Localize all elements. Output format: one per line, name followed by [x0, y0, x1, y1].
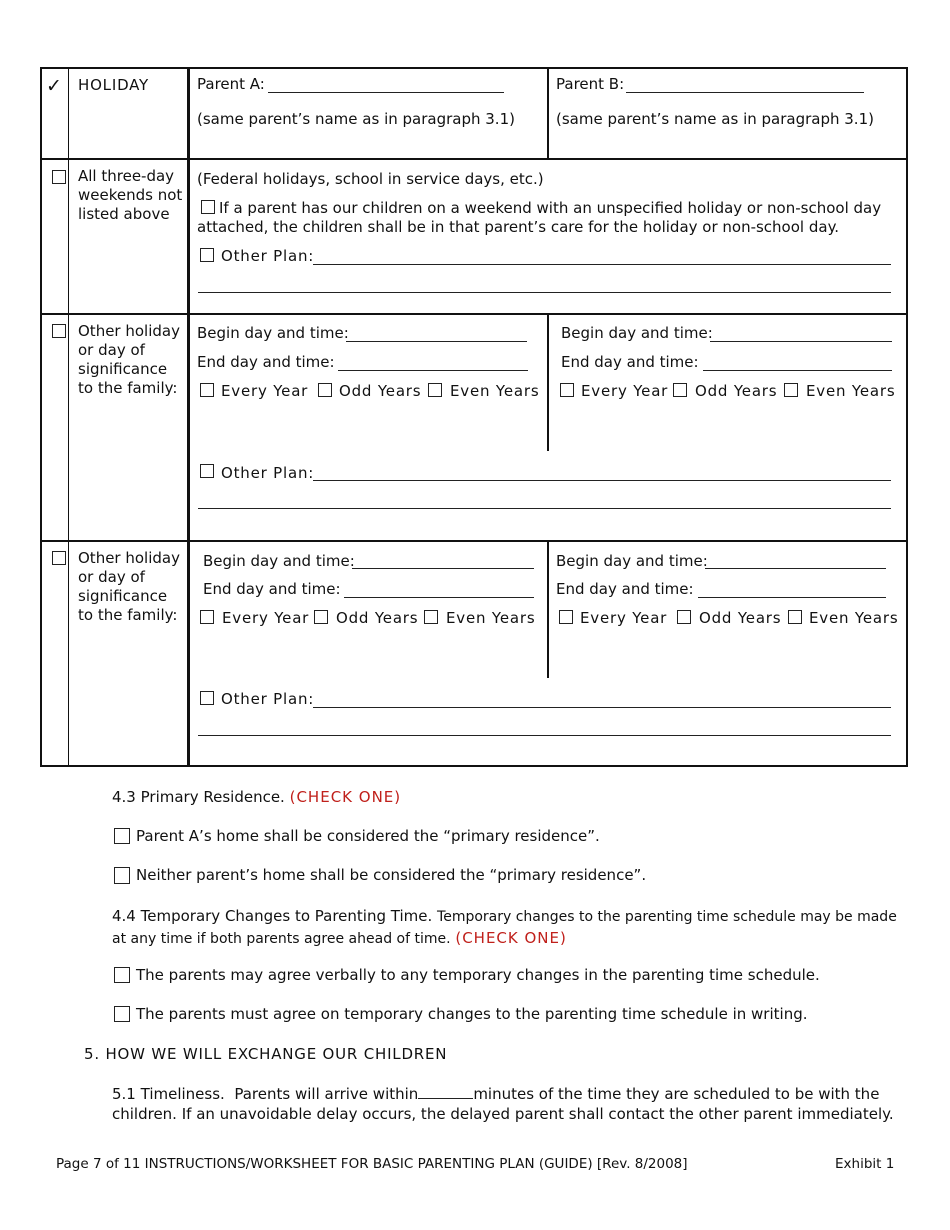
sec43-opt2-label: Neither parent’s home shall be considered the “primary residence”.: [136, 866, 647, 884]
row3-a-even-years-checkbox[interactable]: [424, 610, 438, 624]
row3-other-plan-field-2[interactable]: [198, 735, 891, 736]
row2-a-end-field[interactable]: [338, 370, 528, 371]
row3-a-odd-years-checkbox[interactable]: [314, 610, 328, 624]
table-divider: [547, 67, 549, 159]
row3-other-plan-label: Other Plan:: [221, 690, 315, 708]
row3-other-plan-field[interactable]: [313, 707, 891, 708]
row2-b-even-years-label: Even Years: [806, 382, 896, 400]
parent-a-label: Parent A:: [197, 75, 265, 93]
row3-b-even-years-checkbox[interactable]: [788, 610, 802, 624]
parent-a-name-field[interactable]: [268, 92, 504, 93]
footer-left: Page 7 of 11 INSTRUCTIONS/WORKSHEET FOR BASIC PARENTING PLAN (GUIDE) [Rev. 8/2008]: [56, 1156, 688, 1172]
row1-other-plan-field-2[interactable]: [198, 292, 891, 293]
row2-a-every-year-checkbox[interactable]: [200, 383, 214, 397]
sec44-opt1-label: The parents may agree verbally to any temporary changes in the parenting time schedule.: [136, 966, 820, 984]
row1-other-plan-label: Other Plan:: [221, 247, 315, 265]
row2-a-even-years-label: Even Years: [450, 382, 540, 400]
row2-b-begin-label: Begin day and time:: [561, 324, 713, 342]
sec5-heading: 5. HOW WE WILL EXCHANGE OUR CHILDREN: [84, 1045, 448, 1063]
row2-a-odd-years-checkbox[interactable]: [318, 383, 332, 397]
table-divider: [187, 67, 190, 767]
weekend-rule-text: If a parent has our children on a weekend with an unspecified holiday or non-school day attached, the children shall be in that parent’s care for the holiday or non-school day.: [197, 199, 882, 236]
row3-a-begin-field[interactable]: [352, 568, 534, 569]
footer-right: Exhibit 1: [835, 1156, 895, 1172]
row3-a-end-field[interactable]: [344, 597, 534, 598]
row2-a-every-year-label: Every Year: [221, 382, 309, 400]
sec51-line1: [112, 1085, 879, 1103]
row2-other-plan-field[interactable]: [313, 480, 891, 481]
row3-a-begin-label: Begin day and time:: [203, 552, 355, 570]
sec43-check-one: (CHECK ONE): [289, 788, 402, 806]
row1-other-plan-field[interactable]: [313, 264, 891, 265]
table-divider: [547, 541, 549, 678]
row2-b-every-year-label: Every Year: [581, 382, 669, 400]
check-mark-icon: ✓: [46, 75, 62, 97]
sec43-opt1-checkbox[interactable]: [114, 828, 130, 844]
row2-label: Other holiday or day of significance to the family:: [78, 322, 180, 397]
row2-b-odd-years-label: Odd Years: [695, 382, 778, 400]
federal-note: (Federal holidays, school in service days, etc.): [197, 170, 544, 188]
sec44-paragraph: [112, 906, 902, 950]
sec51-text-b: minutes of the time they are scheduled to be with the: [473, 1085, 880, 1103]
row3-a-odd-years-label: Odd Years: [336, 609, 419, 627]
minutes-field[interactable]: [418, 1086, 473, 1099]
table-divider: [68, 67, 69, 767]
table-divider: [547, 314, 549, 451]
sec43-opt1-label: Parent A’s home shall be considered the “primary residence”.: [136, 827, 600, 845]
row3-b-end-label: End day and time:: [556, 580, 694, 598]
row1-checkbox[interactable]: [52, 170, 66, 184]
row2-other-plan-label: Other Plan:: [221, 464, 315, 482]
row2-a-begin-field[interactable]: [346, 341, 527, 342]
row2-checkbox[interactable]: [52, 324, 66, 338]
row1-label: All three-day weekends not listed above: [78, 167, 183, 223]
row3-b-odd-years-label: Odd Years: [699, 609, 782, 627]
row3-b-even-years-label: Even Years: [809, 609, 899, 627]
parent-b-label: Parent B:: [556, 75, 625, 93]
row1-other-plan-checkbox[interactable]: [200, 248, 214, 262]
sec44-title: 4.4 Temporary Changes to Parenting Time.: [112, 907, 433, 925]
row2-other-plan-field-2[interactable]: [198, 508, 891, 509]
row3-checkbox[interactable]: [52, 551, 66, 565]
parent-b-note: (same parent’s name as in paragraph 3.1): [556, 110, 874, 128]
row3-b-odd-years-checkbox[interactable]: [677, 610, 691, 624]
sec51-text-c: children. If an unavoidable delay occurs, the delayed parent shall contact the other parent immediately.: [112, 1105, 894, 1123]
row2-b-even-years-checkbox[interactable]: [784, 383, 798, 397]
row3-a-every-year-checkbox[interactable]: [200, 610, 214, 624]
row3-a-every-year-label: Every Year: [222, 609, 310, 627]
row2-a-odd-years-label: Odd Years: [339, 382, 422, 400]
table-divider: [40, 158, 908, 160]
sec43-title-text: 4.3 Primary Residence.: [112, 788, 285, 806]
row2-b-every-year-checkbox[interactable]: [560, 383, 574, 397]
row2-a-end-label: End day and time:: [197, 353, 335, 371]
sec43-opt2-checkbox[interactable]: [114, 867, 130, 884]
parent-a-note: (same parent’s name as in paragraph 3.1): [197, 110, 515, 128]
table-divider: [40, 540, 908, 542]
row2-a-even-years-checkbox[interactable]: [428, 383, 442, 397]
row2-b-odd-years-checkbox[interactable]: [673, 383, 687, 397]
row2-b-begin-field[interactable]: [710, 341, 892, 342]
sec44-body: Temporary changes to the parenting time schedule may be made at any time if both parents agree ahead of time.: [112, 909, 897, 947]
sec51-title: 5.1 Timeliness.: [112, 1085, 225, 1103]
sec51-text-a: Parents will arrive within: [234, 1085, 419, 1103]
table-divider: [40, 313, 908, 315]
row2-a-begin-label: Begin day and time:: [197, 324, 349, 342]
row3-label: Other holiday or day of significance to the family:: [78, 549, 180, 624]
row3-b-begin-field[interactable]: [705, 568, 886, 569]
sec44-check-one: (CHECK ONE): [455, 929, 567, 947]
row3-a-even-years-label: Even Years: [446, 609, 536, 627]
holiday-header: HOLIDAY: [78, 76, 150, 94]
row2-b-end-label: End day and time:: [561, 353, 699, 371]
row3-b-begin-label: Begin day and time:: [556, 552, 708, 570]
row3-b-every-year-checkbox[interactable]: [559, 610, 573, 624]
row2-b-end-field[interactable]: [703, 370, 892, 371]
parent-b-name-field[interactable]: [626, 92, 864, 93]
row3-b-end-field[interactable]: [698, 597, 886, 598]
row3-a-end-label: End day and time:: [203, 580, 341, 598]
sec44-opt1-checkbox[interactable]: [114, 967, 130, 983]
row3-other-plan-checkbox[interactable]: [200, 691, 214, 705]
sec44-opt2-label: The parents must agree on temporary changes to the parenting time schedule in writing.: [136, 1005, 808, 1023]
row2-other-plan-checkbox[interactable]: [200, 464, 214, 478]
sec43-title: [112, 788, 401, 806]
sec44-opt2-checkbox[interactable]: [114, 1006, 130, 1022]
row3-b-every-year-label: Every Year: [580, 609, 668, 627]
